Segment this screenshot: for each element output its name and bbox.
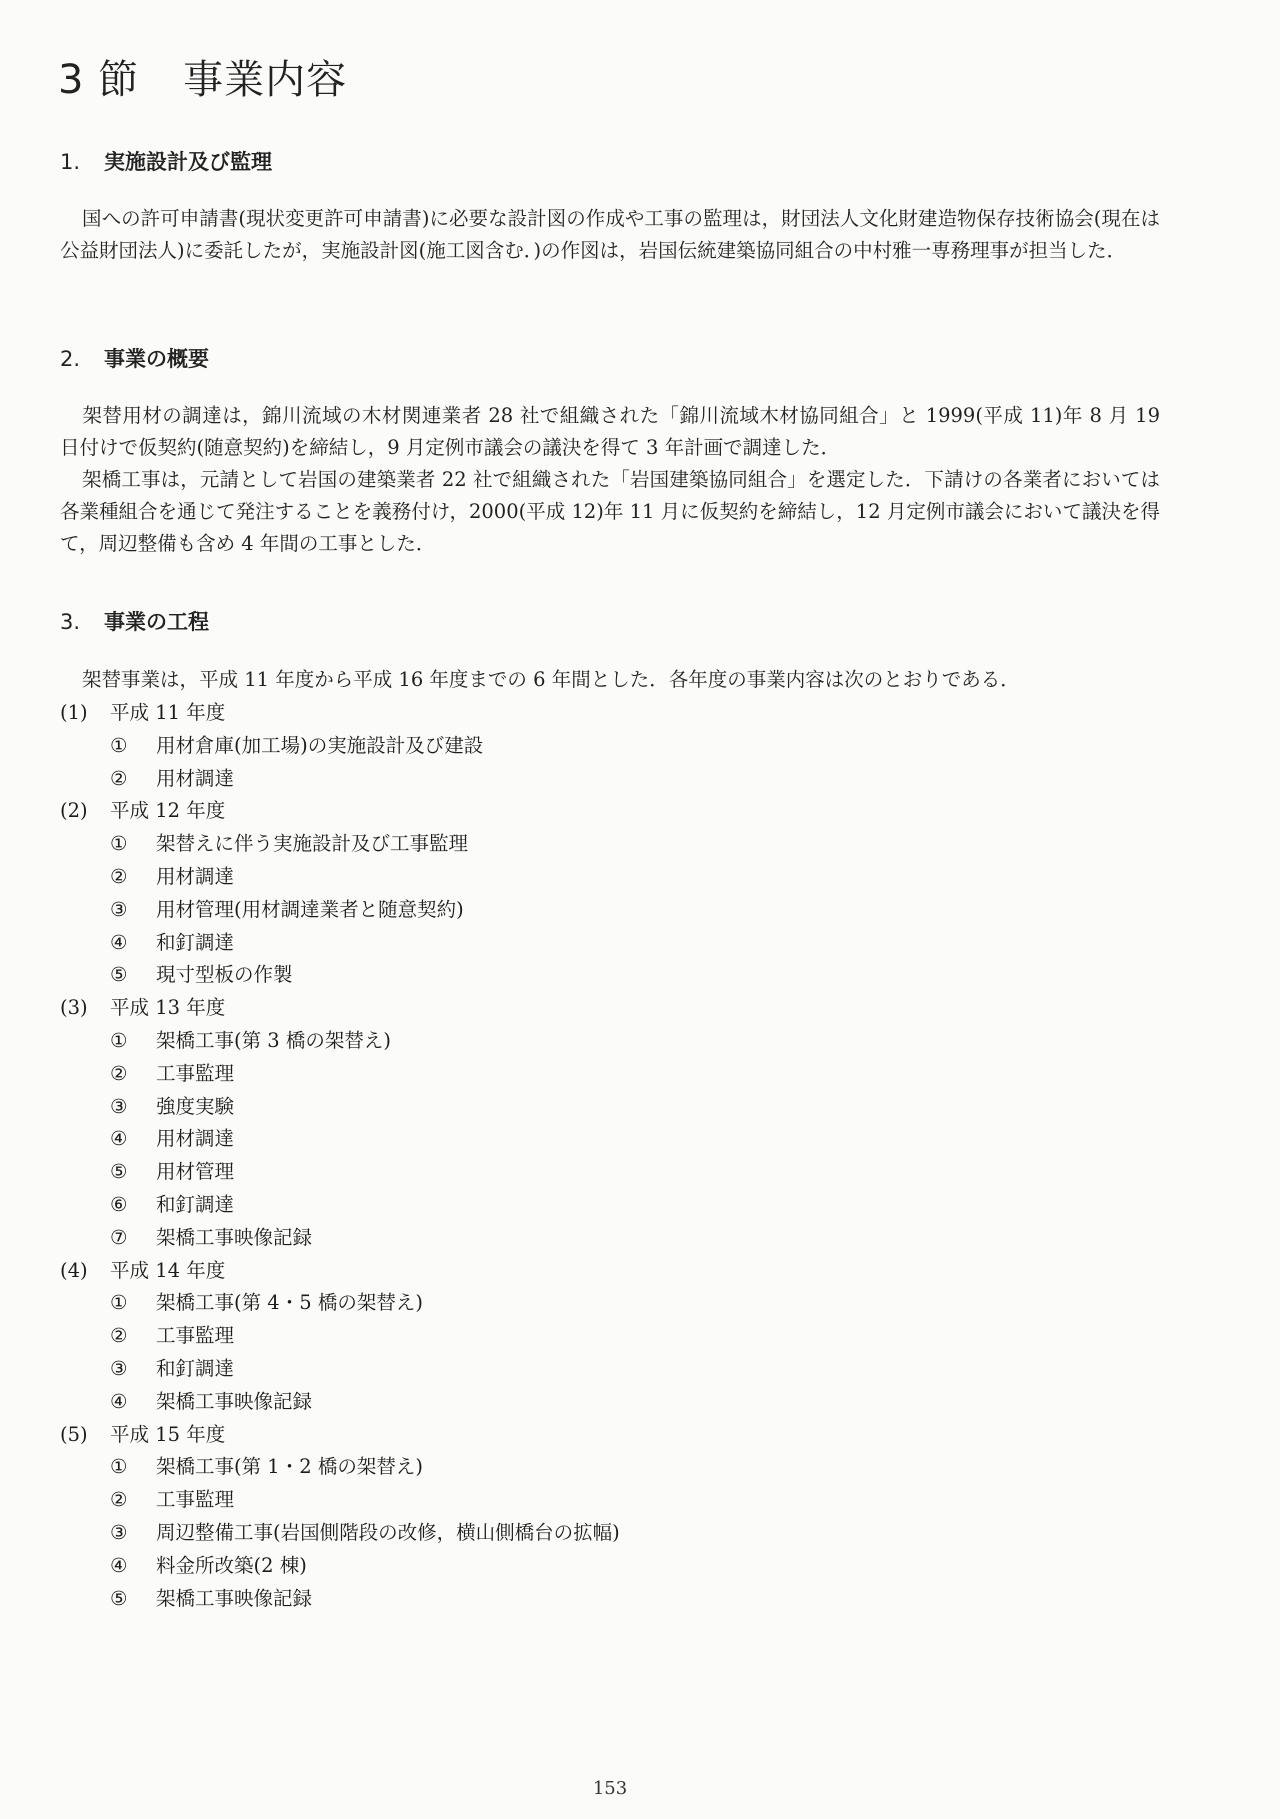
list-item xyxy=(60,894,860,927)
item-number: ⑤ xyxy=(110,1160,128,1184)
section-heading xyxy=(60,146,272,176)
item-text: 工事監理 xyxy=(156,1061,235,1085)
list-item xyxy=(60,828,860,861)
item-text: 周辺整備工事(岩国側階段の改修，横山側橋台の拡幅) xyxy=(156,1520,620,1544)
item-number: ① xyxy=(110,1455,128,1479)
item-text: 用材管理 xyxy=(156,1160,235,1184)
item-text: 架橋工事映像記録 xyxy=(156,1225,313,1249)
year-label: 平成 15 年度 xyxy=(110,1422,226,1446)
item-text: 工事監理 xyxy=(156,1488,235,1512)
list-item xyxy=(60,1222,860,1255)
item-number: ④ xyxy=(110,1389,128,1413)
item-number: ② xyxy=(110,766,128,790)
list-item xyxy=(60,1287,860,1320)
list-item xyxy=(60,1058,860,1091)
section-number: 3. xyxy=(60,610,81,634)
item-number: ① xyxy=(110,832,128,856)
item-number: ③ xyxy=(110,1356,128,1380)
list-item xyxy=(60,1025,860,1058)
section-title: 事業の概要 xyxy=(104,347,209,371)
list-item xyxy=(60,1484,860,1517)
paragraph-text: 国への許可申請書(現状変更許可申請書)に必要な設計図の作成や工事の監理は，財団法人文化財建造物保存技術協会(現在は公益財団法人)に委託したが，実施設計図(施工図含む．)の作図は，岩国伝統建築協同組合の中村雅一専務理事が担当した． xyxy=(60,207,1160,262)
list-item xyxy=(60,1091,860,1124)
paragraph xyxy=(60,464,1160,560)
item-number: ② xyxy=(110,1488,128,1512)
paragraph-text: 架替事業は，平成 11 年度から平成 16 年度までの 6 年間とした．各年度の事業内容は次のとおりである． xyxy=(82,668,1020,691)
chapter-title: 事業内容 xyxy=(183,57,348,103)
page-number: 153 xyxy=(592,1778,628,1799)
item-text: 和釘調達 xyxy=(156,1192,235,1216)
item-number: ② xyxy=(110,864,128,888)
item-number: ① xyxy=(110,733,128,757)
year-number: (5) xyxy=(60,1422,88,1446)
item-text: 用材調達 xyxy=(156,864,235,888)
list-item xyxy=(60,1583,860,1616)
list-item xyxy=(60,1123,860,1156)
year-heading xyxy=(60,1255,860,1288)
list-item xyxy=(60,763,860,796)
section-title: 事業の工程 xyxy=(104,610,209,634)
paragraph-text: 架橋工事は，元請として岩国の建築業者 22 社で組織された「岩国建築協同組合」を選定した．下請けの各業者においては各業種組合を通じて発注することを義務付け，2000(平成 12)年 11 月に仮契約を締結し，12 月定例市議会において議決を得て，周辺整備も含め 4 年間の工事とした． xyxy=(60,468,1160,555)
item-text: 用材調達 xyxy=(156,766,235,790)
paragraph xyxy=(60,203,1160,267)
item-text: 用材倉庫(加工場)の実施設計及び建設 xyxy=(156,733,484,757)
year-label: 平成 13 年度 xyxy=(110,996,226,1020)
list-item xyxy=(60,1320,860,1353)
item-text: 架橋工事(第 4・5 橋の架替え) xyxy=(156,1291,423,1315)
list-item xyxy=(60,1386,860,1419)
section-number: 1. xyxy=(60,150,81,174)
section-title: 実施設計及び監理 xyxy=(104,150,272,174)
page-title xyxy=(58,48,347,105)
paragraph xyxy=(60,400,1160,464)
year-heading xyxy=(60,1419,860,1452)
item-text: 架橋工事(第 1・2 橋の架替え) xyxy=(156,1455,423,1479)
item-text: 強度実験 xyxy=(156,1094,235,1118)
list-item xyxy=(60,1189,860,1222)
item-text: 現寸型板の作製 xyxy=(156,963,293,987)
year-label: 平成 11 年度 xyxy=(110,701,226,724)
item-text: 料金所改築(2 棟) xyxy=(156,1553,307,1577)
list-item xyxy=(60,730,860,763)
item-text: 用材管理(用材調達業者と随意契約) xyxy=(156,897,464,921)
list-item xyxy=(60,1451,860,1484)
item-number: ③ xyxy=(110,897,128,921)
item-text: 和釘調達 xyxy=(156,930,235,954)
list-item xyxy=(60,1156,860,1189)
list-item xyxy=(60,927,860,960)
item-number: ⑦ xyxy=(110,1225,128,1249)
item-number: ③ xyxy=(110,1094,128,1118)
year-heading xyxy=(60,795,860,828)
schedule-list xyxy=(60,697,860,1615)
list-item xyxy=(60,1353,860,1386)
item-number: ④ xyxy=(110,930,128,954)
section-heading xyxy=(60,343,209,373)
item-text: 架橋工事(第 3 橋の架替え) xyxy=(156,1028,392,1052)
item-number: ④ xyxy=(110,1127,128,1151)
item-text: 架橋工事映像記録 xyxy=(156,1586,313,1610)
list-item xyxy=(60,861,860,894)
year-number: (4) xyxy=(60,1258,88,1282)
list-item xyxy=(60,959,860,992)
section-heading xyxy=(60,606,209,636)
item-number: ⑤ xyxy=(110,1586,128,1610)
paragraph xyxy=(60,664,1160,696)
year-number: (3) xyxy=(60,996,88,1020)
list-item xyxy=(60,1550,860,1583)
item-number: ④ xyxy=(110,1553,128,1577)
item-number: ② xyxy=(110,1061,128,1085)
section-number: 2. xyxy=(60,347,81,371)
chapter-number: 3 節 xyxy=(58,57,140,103)
paragraph-text: 架替用材の調達は，錦川流域の木材関連業者 28 社で組織された「錦川流域木材協同組合」と 1999(平成 11)年 8 月 19 日付けで仮契約(随意契約)を締結し，9 月定例市議会の議決を得て 3 年計画で調達した． xyxy=(60,404,1160,459)
item-number: ⑥ xyxy=(110,1192,128,1216)
year-heading xyxy=(60,697,860,730)
item-number: ③ xyxy=(110,1520,128,1544)
item-text: 用材調達 xyxy=(156,1127,235,1151)
list-item xyxy=(60,1517,860,1550)
year-label: 平成 14 年度 xyxy=(110,1258,226,1282)
item-number: ⑤ xyxy=(110,963,128,987)
item-text: 架替えに伴う実施設計及び工事監理 xyxy=(156,832,469,856)
year-number: (2) xyxy=(60,799,88,823)
year-label: 平成 12 年度 xyxy=(110,799,226,823)
item-number: ② xyxy=(110,1324,128,1348)
item-text: 和釘調達 xyxy=(156,1356,235,1380)
item-number: ① xyxy=(110,1028,128,1052)
year-number: (1) xyxy=(60,701,88,724)
year-heading xyxy=(60,992,860,1025)
item-text: 工事監理 xyxy=(156,1324,235,1348)
item-text: 架橋工事映像記録 xyxy=(156,1389,313,1413)
item-number: ① xyxy=(110,1291,128,1315)
